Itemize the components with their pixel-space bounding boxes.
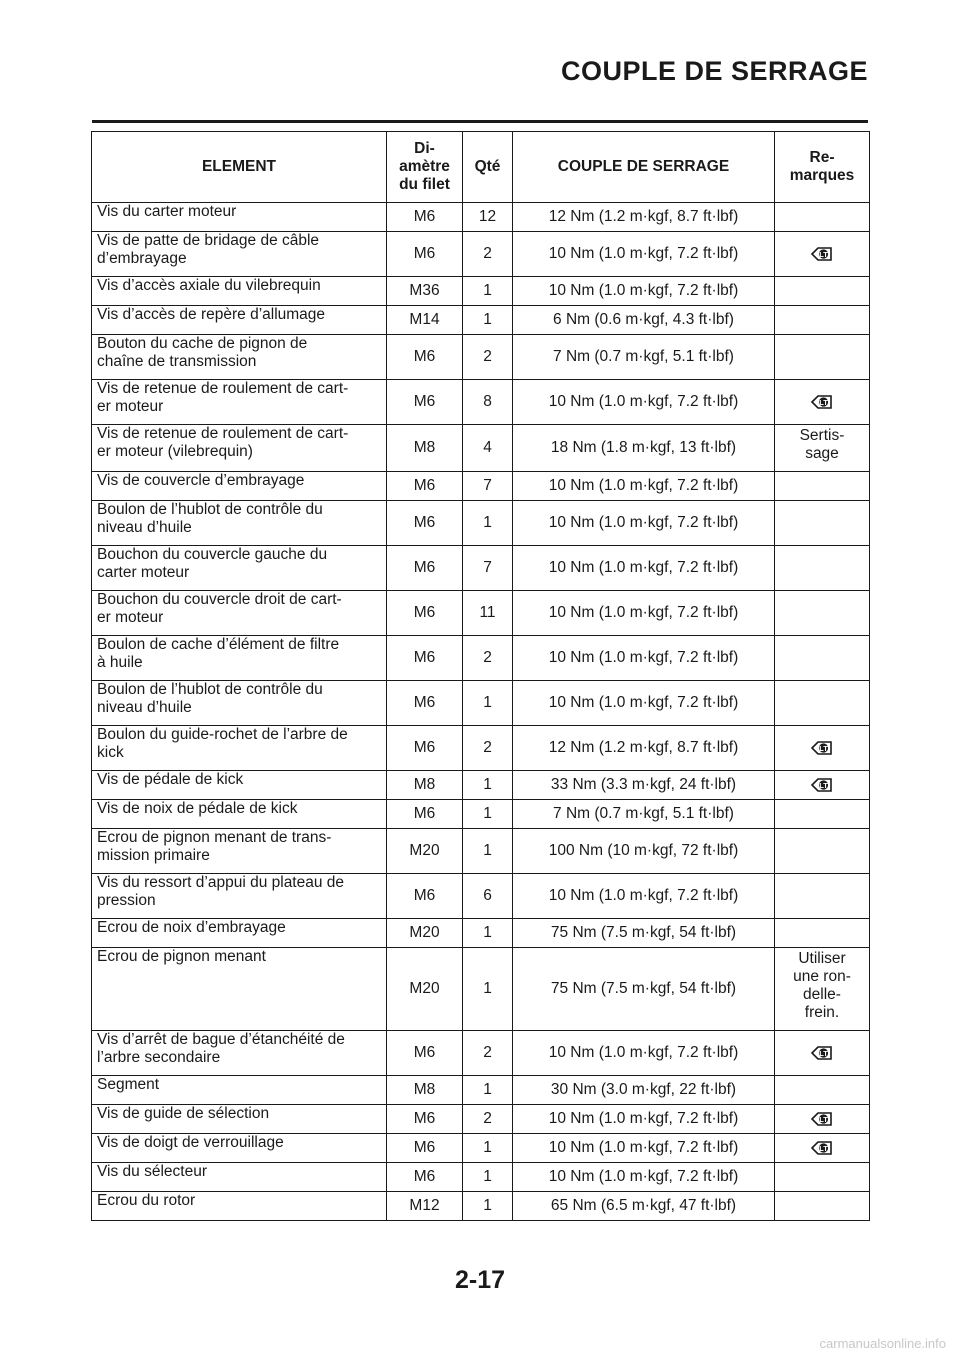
table-header-row <box>92 132 870 203</box>
table-row <box>92 1134 870 1163</box>
diameter-cell: M20 <box>387 829 463 874</box>
table-row <box>92 948 870 1031</box>
diameter-cell: M6 <box>387 1163 463 1192</box>
qty-cell: 2 <box>463 726 513 771</box>
locking-agent-icon <box>811 1110 833 1128</box>
diameter-cell: M6 <box>387 800 463 829</box>
table-row <box>92 546 870 591</box>
torque-cell: 6 Nm (0.6 m·kgf, 4.3 ft·lbf) <box>513 306 775 335</box>
remarks-cell <box>775 380 870 425</box>
element-cell: Vis d’accès de repère d’allumage <box>92 306 387 335</box>
svg-text:LT: LT <box>819 249 828 259</box>
remarks-cell: Utiliser une ron- delle- frein. <box>775 948 870 1031</box>
table-row <box>92 306 870 335</box>
element-cell: Ecrou de pignon menant <box>92 948 387 1031</box>
qty-cell: 1 <box>463 800 513 829</box>
diameter-cell: M6 <box>387 1134 463 1163</box>
header-remarks <box>775 132 870 203</box>
element-cell: Vis du ressort d’appui du plateau de pression <box>92 874 387 919</box>
element-cell: Vis de noix de pédale de kick <box>92 800 387 829</box>
diameter-cell: M6 <box>387 232 463 277</box>
svg-text:LT: LT <box>819 780 828 790</box>
table-row <box>92 800 870 829</box>
qty-cell: 2 <box>463 232 513 277</box>
locking-agent-icon <box>811 739 833 757</box>
remarks-cell <box>775 726 870 771</box>
qty-cell: 2 <box>463 1105 513 1134</box>
torque-cell: 10 Nm (1.0 m·kgf, 7.2 ft·lbf) <box>513 874 775 919</box>
torque-cell: 10 Nm (1.0 m·kgf, 7.2 ft·lbf) <box>513 501 775 546</box>
svg-text:LT: LT <box>819 1048 828 1058</box>
header-qty <box>463 132 513 203</box>
header-qty-label: Qté <box>474 158 501 175</box>
torque-cell: 65 Nm (6.5 m·kgf, 47 ft·lbf) <box>513 1192 775 1221</box>
table-row <box>92 1031 870 1076</box>
diameter-cell: M6 <box>387 380 463 425</box>
table-row <box>92 919 870 948</box>
qty-cell: 7 <box>463 546 513 591</box>
qty-cell: 1 <box>463 306 513 335</box>
element-cell: Vis du carter moteur <box>92 203 387 232</box>
diameter-cell: M20 <box>387 919 463 948</box>
remarks-cell <box>775 1192 870 1221</box>
remarks-cell <box>775 1163 870 1192</box>
locking-agent-icon <box>811 1044 833 1062</box>
diameter-cell: M36 <box>387 277 463 306</box>
element-cell: Vis de doigt de verrouillage <box>92 1134 387 1163</box>
element-cell: Boulon du guide-rochet de l’arbre de kick <box>92 726 387 771</box>
element-cell: Segment <box>92 1076 387 1105</box>
header-torque-label: COUPLE DE SERRAGE <box>557 158 730 175</box>
table-row <box>92 591 870 636</box>
table-row <box>92 472 870 501</box>
diameter-cell: M8 <box>387 1076 463 1105</box>
qty-cell: 1 <box>463 1163 513 1192</box>
title-divider <box>92 120 868 123</box>
qty-cell: 7 <box>463 472 513 501</box>
table-row <box>92 380 870 425</box>
element-cell: Vis d’arrêt de bague d’étanchéité de l’arbre secondaire <box>92 1031 387 1076</box>
remarks-cell <box>775 1031 870 1076</box>
diameter-cell: M8 <box>387 771 463 800</box>
diameter-cell: M12 <box>387 1192 463 1221</box>
svg-text:LT: LT <box>819 1114 828 1124</box>
table-row <box>92 771 870 800</box>
header-diameter-label: Di- amètre du filet <box>399 140 450 193</box>
locking-agent-icon <box>811 1139 833 1157</box>
remarks-cell <box>775 591 870 636</box>
remarks-cell <box>775 501 870 546</box>
qty-cell: 1 <box>463 1076 513 1105</box>
qty-cell: 1 <box>463 1134 513 1163</box>
torque-cell: 10 Nm (1.0 m·kgf, 7.2 ft·lbf) <box>513 546 775 591</box>
remarks-cell <box>775 335 870 380</box>
diameter-cell: M6 <box>387 335 463 380</box>
element-cell: Bouchon du couvercle droit de cart- er moteur <box>92 591 387 636</box>
table-row <box>92 335 870 380</box>
torque-cell: 10 Nm (1.0 m·kgf, 7.2 ft·lbf) <box>513 1105 775 1134</box>
torque-cell: 75 Nm (7.5 m·kgf, 54 ft·lbf) <box>513 919 775 948</box>
qty-cell: 1 <box>463 1192 513 1221</box>
diameter-cell: M6 <box>387 203 463 232</box>
torque-cell: 10 Nm (1.0 m·kgf, 7.2 ft·lbf) <box>513 636 775 681</box>
torque-cell: 10 Nm (1.0 m·kgf, 7.2 ft·lbf) <box>513 277 775 306</box>
table-row <box>92 1192 870 1221</box>
element-cell: Boulon de cache d’élément de filtre à huile <box>92 636 387 681</box>
table-row <box>92 874 870 919</box>
qty-cell: 6 <box>463 874 513 919</box>
qty-cell: 1 <box>463 919 513 948</box>
diameter-cell: M6 <box>387 591 463 636</box>
qty-cell: 1 <box>463 681 513 726</box>
remarks-cell <box>775 771 870 800</box>
page-title: COUPLE DE SERRAGE <box>560 56 868 86</box>
remarks-cell <box>775 1134 870 1163</box>
table-row <box>92 425 870 472</box>
header-remarks-label: Re- marques <box>789 149 855 184</box>
locking-agent-icon <box>811 776 833 794</box>
table-row <box>92 203 870 232</box>
torque-cell: 10 Nm (1.0 m·kgf, 7.2 ft·lbf) <box>513 591 775 636</box>
torque-cell: 10 Nm (1.0 m·kgf, 7.2 ft·lbf) <box>513 1163 775 1192</box>
diameter-cell: M6 <box>387 874 463 919</box>
torque-cell: 10 Nm (1.0 m·kgf, 7.2 ft·lbf) <box>513 1134 775 1163</box>
qty-cell: 1 <box>463 277 513 306</box>
qty-cell: 8 <box>463 380 513 425</box>
table-row <box>92 681 870 726</box>
diameter-cell: M6 <box>387 1105 463 1134</box>
diameter-cell: M14 <box>387 306 463 335</box>
diameter-cell: M6 <box>387 681 463 726</box>
qty-cell: 2 <box>463 1031 513 1076</box>
qty-cell: 2 <box>463 335 513 380</box>
table-row <box>92 829 870 874</box>
header-diameter <box>387 132 463 203</box>
torque-cell: 100 Nm (10 m·kgf, 72 ft·lbf) <box>513 829 775 874</box>
qty-cell: 11 <box>463 591 513 636</box>
element-cell: Boulon de l’hublot de contrôle du niveau d’huile <box>92 501 387 546</box>
remarks-cell <box>775 919 870 948</box>
qty-cell: 1 <box>463 948 513 1031</box>
table-row <box>92 726 870 771</box>
remarks-cell: Sertis- sage <box>775 425 870 472</box>
remarks-cell <box>775 636 870 681</box>
qty-cell: 1 <box>463 771 513 800</box>
element-cell: Vis du sélecteur <box>92 1163 387 1192</box>
remarks-cell <box>775 800 870 829</box>
torque-cell: 18 Nm (1.8 m·kgf, 13 ft·lbf) <box>513 425 775 472</box>
diameter-cell: M20 <box>387 948 463 1031</box>
torque-cell: 30 Nm (3.0 m·kgf, 22 ft·lbf) <box>513 1076 775 1105</box>
diameter-cell: M6 <box>387 501 463 546</box>
page-number: 2-17 <box>454 1266 506 1294</box>
qty-cell: 1 <box>463 501 513 546</box>
qty-cell: 4 <box>463 425 513 472</box>
remarks-cell <box>775 874 870 919</box>
element-cell: Vis de guide de sélection <box>92 1105 387 1134</box>
element-cell: Vis de retenue de roulement de cart- er moteur (vilebrequin) <box>92 425 387 472</box>
remarks-cell <box>775 232 870 277</box>
diameter-cell: M6 <box>387 726 463 771</box>
element-cell: Ecrou de noix d’embrayage <box>92 919 387 948</box>
remarks-cell <box>775 306 870 335</box>
table-row <box>92 1076 870 1105</box>
remarks-cell <box>775 829 870 874</box>
remarks-cell <box>775 681 870 726</box>
torque-cell: 75 Nm (7.5 m·kgf, 54 ft·lbf) <box>513 948 775 1031</box>
qty-cell: 1 <box>463 829 513 874</box>
svg-text:LT: LT <box>819 397 828 407</box>
element-cell: Ecrou du rotor <box>92 1192 387 1221</box>
diameter-cell: M6 <box>387 472 463 501</box>
svg-text:LT: LT <box>819 743 828 753</box>
diameter-cell: M6 <box>387 1031 463 1076</box>
remarks-cell <box>775 1105 870 1134</box>
qty-cell: 2 <box>463 636 513 681</box>
table-row <box>92 1163 870 1192</box>
torque-cell: 10 Nm (1.0 m·kgf, 7.2 ft·lbf) <box>513 472 775 501</box>
torque-cell: 10 Nm (1.0 m·kgf, 7.2 ft·lbf) <box>513 681 775 726</box>
qty-cell: 12 <box>463 203 513 232</box>
element-cell: Vis de retenue de roulement de cart- er moteur <box>92 380 387 425</box>
torque-cell: 10 Nm (1.0 m·kgf, 7.2 ft·lbf) <box>513 232 775 277</box>
torque-cell: 7 Nm (0.7 m·kgf, 5.1 ft·lbf) <box>513 335 775 380</box>
element-cell: Vis de pédale de kick <box>92 771 387 800</box>
diameter-cell: M6 <box>387 546 463 591</box>
header-element <box>92 132 387 203</box>
torque-cell: 12 Nm (1.2 m·kgf, 8.7 ft·lbf) <box>513 203 775 232</box>
locking-agent-icon <box>811 245 833 263</box>
table-body <box>92 203 870 1221</box>
remarks-cell <box>775 546 870 591</box>
torque-cell: 7 Nm (0.7 m·kgf, 5.1 ft·lbf) <box>513 800 775 829</box>
locking-agent-icon <box>811 393 833 411</box>
remarks-cell <box>775 1076 870 1105</box>
element-cell: Vis d’accès axiale du vilebrequin <box>92 277 387 306</box>
remarks-cell <box>775 203 870 232</box>
torque-cell: 12 Nm (1.2 m·kgf, 8.7 ft·lbf) <box>513 726 775 771</box>
remarks-cell <box>775 472 870 501</box>
element-cell: Ecrou de pignon menant de trans- mission primaire <box>92 829 387 874</box>
torque-cell: 10 Nm (1.0 m·kgf, 7.2 ft·lbf) <box>513 1031 775 1076</box>
torque-cell: 33 Nm (3.3 m·kgf, 24 ft·lbf) <box>513 771 775 800</box>
element-cell: Bouton du cache de pignon de chaîne de transmission <box>92 335 387 380</box>
element-cell: Bouchon du couvercle gauche du carter moteur <box>92 546 387 591</box>
remarks-cell <box>775 277 870 306</box>
element-cell: Vis de patte de bridage de câble d’embrayage <box>92 232 387 277</box>
table-row <box>92 1105 870 1134</box>
element-cell: Vis de couvercle d’embrayage <box>92 472 387 501</box>
diameter-cell: M6 <box>387 636 463 681</box>
table-row <box>92 232 870 277</box>
table-row <box>92 501 870 546</box>
diameter-cell: M8 <box>387 425 463 472</box>
torque-cell: 10 Nm (1.0 m·kgf, 7.2 ft·lbf) <box>513 380 775 425</box>
header-torque <box>513 132 775 203</box>
element-cell: Boulon de l’hublot de contrôle du niveau d’huile <box>92 681 387 726</box>
svg-text:LT: LT <box>819 1143 828 1153</box>
header-element-label: ELEMENT <box>201 158 277 175</box>
watermark: carmanualsonline.info <box>819 1336 946 1351</box>
table-row <box>92 277 870 306</box>
table-row <box>92 636 870 681</box>
torque-table <box>91 131 870 1221</box>
